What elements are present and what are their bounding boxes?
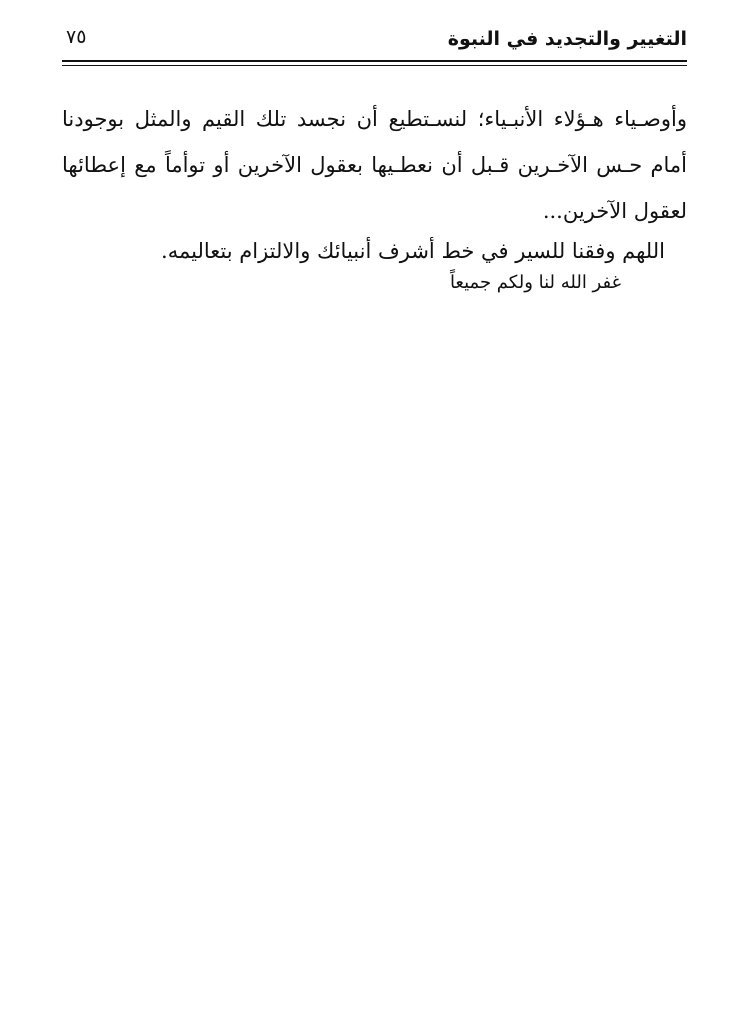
header-rule-thin xyxy=(62,65,687,66)
closing-line: غفر الله لنا ولكم جميعاً xyxy=(449,272,621,293)
body-paragraph: وأوصـياء هـؤلاء الأنبـياء؛ لنسـتطيع أن نجسد تلك القيم والمثل بوجودنا أمام حـس الآخـرين قـبل أن نعطـيها بعقول الآخرين أو توأماً مع إعطائها لعقول الآخرين... xyxy=(62,107,687,223)
header-rule-thick xyxy=(62,60,687,62)
running-title: التغيير والتجديد في النبوة xyxy=(447,28,687,50)
prayer-line: اللهم وفقنا للسير في خط أشرف أنبيائك والالتزام بتعاليمه. xyxy=(161,239,665,263)
body-text xyxy=(62,96,687,298)
page-number: ٧٥ xyxy=(66,26,87,48)
